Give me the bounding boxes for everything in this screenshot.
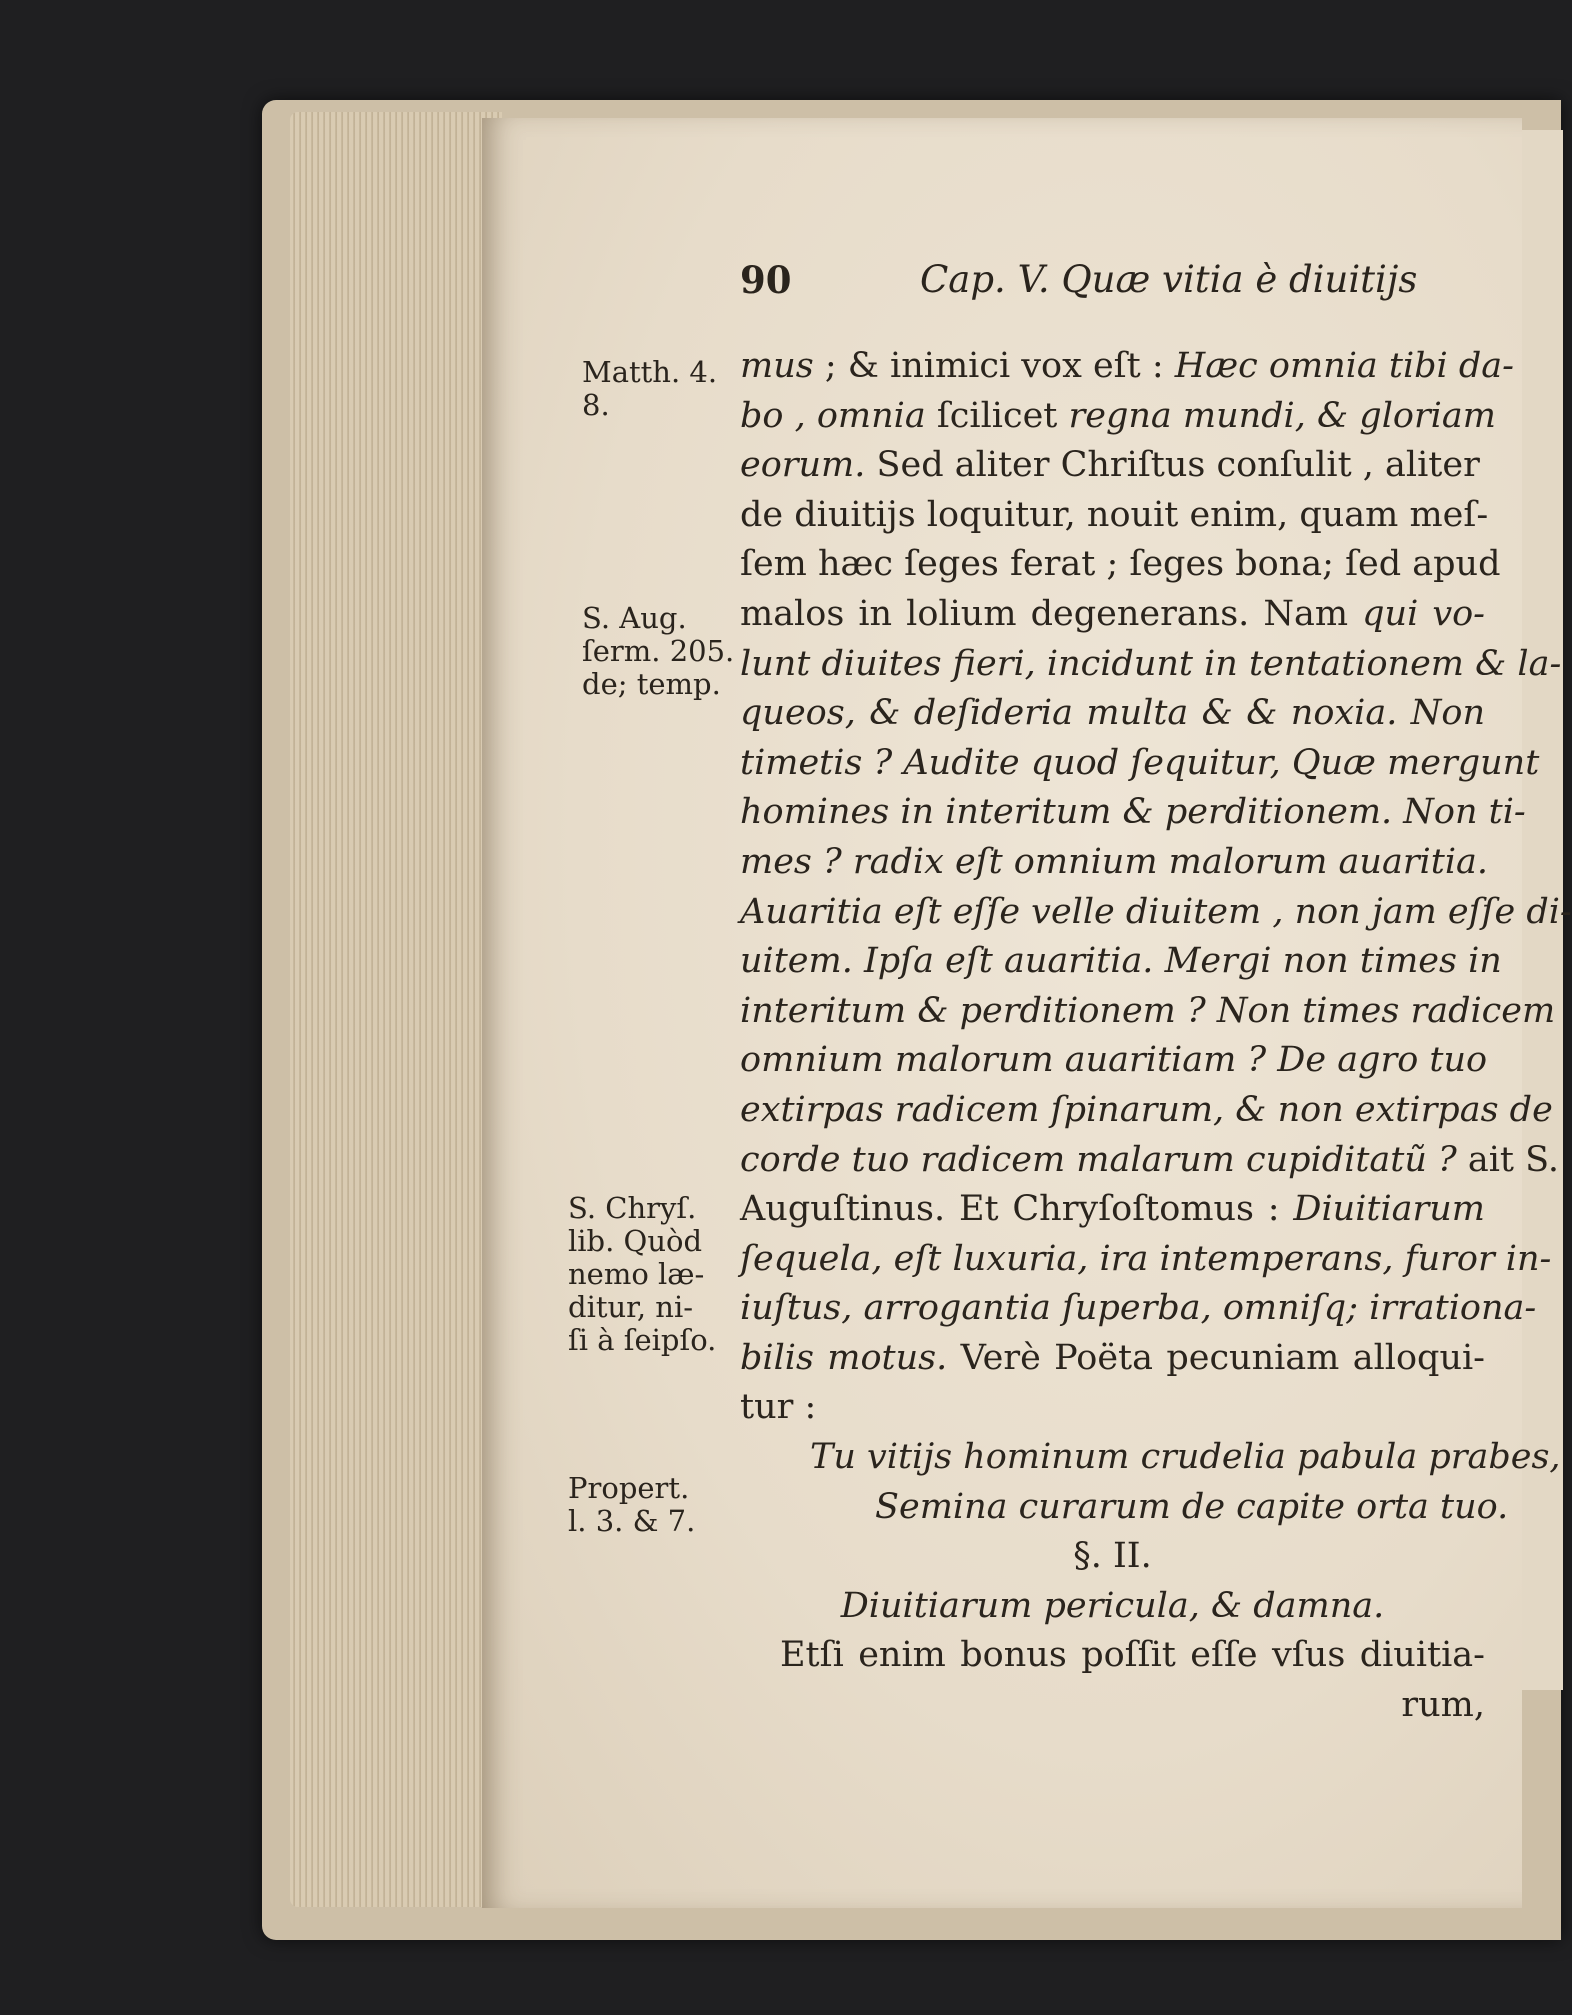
text-segment: timetis ? Audite quod ſequitur, Quæ mergunt: [740, 742, 1540, 783]
running-title: Cap. V. Quæ vitia è diuitijs: [920, 258, 1418, 301]
margin-note-line: Matth. 4.: [582, 355, 718, 389]
text-segment: Verè Poëta pecuniam alloqui-: [947, 1337, 1486, 1378]
text-line: [740, 491, 1489, 541]
text-segment: interitum & perditionem ? Non times radicem: [740, 990, 1556, 1031]
text-segment: extirpas radicem ſpinarum, & non extirpas de: [740, 1089, 1553, 1130]
text-segment: homines in interitum & perditionem. Non ti-: [740, 792, 1526, 833]
text-segment: qui vo-: [1362, 593, 1485, 634]
text-line: [740, 1235, 1552, 1285]
margin-note-line: ſi à ſeipſo.: [568, 1323, 717, 1357]
paragraph: [740, 342, 1572, 1433]
margin-note-line: l. 3. & 7.: [568, 1504, 696, 1538]
text-line: [740, 838, 1489, 888]
verse-line: Semina curarum de capite orta tuo.: [875, 1486, 1509, 1527]
text-segment: iuſtus, arrogantia ſuperba, omniſq; irrationa-: [740, 1288, 1537, 1329]
text-segment: Diuitiarum: [1293, 1189, 1485, 1230]
margin-note: [568, 1472, 695, 1538]
text-line: [740, 1185, 1485, 1235]
body-text: [740, 342, 1572, 1731]
margin-note-line: S. Chryſ.: [568, 1191, 697, 1225]
section-number: §. II.: [1073, 1536, 1152, 1577]
margin-note-line: S. Aug.: [582, 601, 687, 635]
text-segment: ſem hæc ſeges ferat ; ſeges bona; ſed apud: [740, 544, 1501, 585]
margin-note: [568, 1192, 716, 1357]
text-segment: tur :: [740, 1387, 817, 1428]
text-line: [740, 392, 1496, 442]
text-line: [740, 342, 1514, 392]
text-segment: ſequela, eſt luxuria, ira intemperans, furor in-: [740, 1238, 1552, 1279]
margin-note: [582, 356, 717, 422]
page-edges: [290, 112, 502, 1907]
text-line: [740, 540, 1501, 590]
text-segment: omnium malorum auaritiam ? De agro tuo: [740, 1040, 1488, 1081]
text-segment: lunt diuites fieri, incidunt in tentationem & la-: [740, 643, 1562, 684]
text-line: [740, 888, 1572, 938]
closing-paragraph: [740, 1631, 1485, 1730]
text-line: [740, 987, 1556, 1037]
section-heading: Diuitiarum pericula, & damna.: [840, 1585, 1385, 1626]
text-segment: ; & inimici vox eſt :: [813, 346, 1175, 386]
text-segment: Auguſtinus. Et Chryſoſtomus :: [740, 1189, 1294, 1230]
verse-quote: [740, 1433, 1561, 1532]
text-line: [740, 739, 1540, 789]
text-segment: Sed aliter Chriſtus conſulit , aliter: [865, 445, 1480, 486]
text-segment: corde tuo radicem malarum cupiditatũ ?: [740, 1139, 1457, 1180]
text-segment: ait S.: [1456, 1139, 1559, 1180]
page-number: 90: [740, 258, 792, 302]
text-segment: Auaritia eſt eſſe velle diuitem , non jam eſſe di-: [740, 891, 1572, 932]
text-line: [740, 590, 1485, 640]
catchword: rum,: [1401, 1685, 1485, 1726]
margin-note-line: Propert.: [568, 1471, 690, 1505]
text-line: Etſi enim bonus poſſit eſſe vſus diuitia-: [780, 1635, 1485, 1676]
text-line: [740, 640, 1562, 690]
margin-note-line: ſerm. 205.: [582, 634, 735, 668]
text-line: [740, 441, 1485, 491]
text-segment: de diuitijs loquitur, nouit enim, quam meſ-: [740, 494, 1489, 535]
text-line: [740, 1284, 1537, 1334]
text-segment: eorum.: [740, 445, 866, 486]
text-line: [740, 1383, 1485, 1433]
text-line: [740, 1036, 1488, 1086]
text-line: [740, 1086, 1553, 1136]
text-segment: Hæc omnia tibi da-: [1174, 346, 1514, 386]
text-segment: mes ? radix eſt omnium malorum auaritia.: [740, 841, 1489, 882]
margin-note-line: 8.: [582, 388, 610, 422]
margin-note: [582, 602, 734, 701]
text-line: [740, 788, 1526, 838]
text-line: [740, 1334, 1485, 1384]
running-header: [740, 258, 1420, 308]
text-segment: uitem. Ipſa eſt auaritia. Mergi non times in: [740, 941, 1502, 982]
text-line: [740, 937, 1502, 987]
text-segment: mus: [740, 346, 814, 386]
text-segment: regna mundi, & gloriam: [1068, 395, 1496, 436]
text-line: [740, 689, 1485, 739]
margin-note-line: ditur, ni-: [568, 1290, 694, 1324]
text-segment: bo , omnia: [740, 395, 937, 436]
margin-note-line: nemo læ-: [568, 1257, 705, 1291]
text-segment: bilis motus.: [740, 1337, 948, 1378]
verse-line: Tu vitijs hominum crudelia pabula prabes,: [810, 1437, 1561, 1478]
text-line: [740, 1136, 1559, 1186]
text-segment: malos in lolium degenerans. Nam: [740, 593, 1363, 634]
text-segment: queos, & deſideria multa & & noxia. Non: [740, 693, 1485, 734]
margin-note-line: lib. Quòd: [568, 1224, 703, 1258]
margin-note-line: de; temp.: [582, 667, 721, 701]
text-segment: ſcilicet: [936, 395, 1069, 436]
